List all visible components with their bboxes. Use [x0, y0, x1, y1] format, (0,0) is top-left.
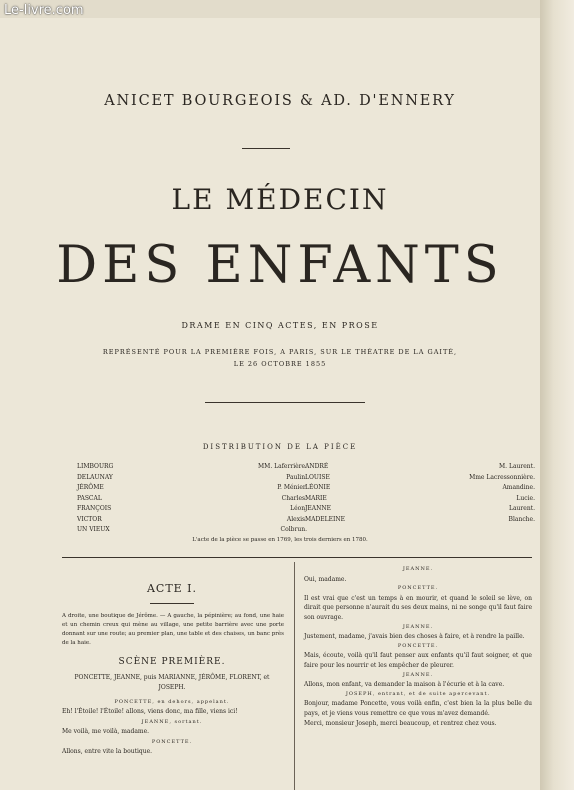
character-name: JÉRÔME	[77, 484, 104, 491]
direction: entrant, et de suite apercevant.	[377, 690, 491, 697]
dialog-line: Allons, entre vite la boutique.	[62, 748, 153, 755]
dialog-text: Mais, écoute, voilà qu'il faut penser aux enfants qu'il faut soigner, et que faire pour les nourrir et les empêcher de pleurer.	[304, 652, 532, 669]
speaker: JEANNE,	[141, 719, 172, 725]
premiere-line-2: LE 26 OCTOBRE 1855	[233, 360, 327, 368]
divider-act	[150, 603, 194, 604]
cast-row	[77, 473, 307, 484]
actor-name: M. Laurent.	[499, 463, 535, 470]
distribution-heading: DISTRIBUTION DE LA PIÈCE	[202, 443, 358, 451]
premiere-info	[20, 346, 540, 370]
top-band	[0, 0, 574, 18]
cast-row	[77, 494, 307, 505]
scene-heading: SCÈNE PREMIÈRE.	[118, 657, 226, 667]
speaker: JEANNE.	[402, 671, 434, 678]
speaker: JOSEPH,	[345, 690, 376, 697]
cast-row	[305, 515, 535, 526]
character-name: MADELEINE	[305, 515, 346, 523]
actor-name: Mme Lacressonnière.	[469, 473, 535, 481]
direction: sortant.	[174, 719, 203, 725]
right-column-dialog	[304, 565, 532, 728]
character-name: UN VIEUX	[77, 526, 110, 533]
cast-row	[305, 473, 535, 484]
dialog-line	[62, 697, 282, 707]
speaker: PONCETTE.	[397, 585, 439, 592]
direction: en dehors, appelant.	[157, 699, 230, 705]
cast-row	[77, 462, 307, 473]
genre: DRAME EN CINQ ACTES, EN PROSE	[181, 321, 379, 330]
column-separator	[294, 562, 295, 790]
divider-mid	[205, 402, 365, 403]
actor-name: Lucie.	[516, 494, 535, 502]
character-name: MARIE	[305, 494, 327, 502]
cast-left-column	[77, 462, 307, 536]
character-name: JEANNE	[305, 505, 331, 512]
speaker: JEANNE.	[402, 566, 434, 572]
speaker: PONCETTE,	[114, 699, 155, 705]
dialog-text: Bonjour, madame Poncette, vous voilà enfin, c'est bien la la plus belle du pays, et je viens vous remettre ce que vous m'avez demandé.	[304, 700, 532, 717]
dialog-line	[62, 717, 282, 727]
dialog-line: Eh! l'Étoile! l'Étoile! allons, viens donc, ma fille, viens ici!	[62, 708, 238, 715]
dialog-text: Oui, madame.	[304, 575, 347, 583]
cast-row	[305, 483, 535, 494]
dialog-text: Il est vrai que c'est un temps à en mourir, et quand le soleil se lève, on dirait que personne n'aurait du ses deux mains, ni ne songe qu'il faut faire son ouvrage.	[304, 594, 532, 621]
divider-full	[62, 557, 532, 558]
cast-right-column	[305, 462, 535, 525]
actor-name: Charles.	[281, 494, 307, 502]
dialog-line: Me voilà, me voilà, madame.	[62, 728, 150, 735]
actor-name: P. Ménier.	[277, 484, 307, 491]
cast-row	[77, 504, 307, 515]
character-name: LIMBOURG	[77, 463, 114, 470]
left-dialog	[62, 697, 282, 757]
act-heading: ACTE I.	[146, 582, 198, 595]
cast-note: L'acte de la pièce se passe en 1769, les trois derniers en 1780.	[192, 537, 368, 543]
actor-name: Alexis.	[286, 515, 307, 523]
speaker-direction	[304, 690, 532, 700]
dialog-text: Allons, mon enfant, va demander la maison à l'écurie et à la cave.	[304, 681, 505, 689]
cast-row	[77, 483, 307, 494]
cast-row	[305, 504, 535, 515]
authors: ANICET BOURGEOIS & AD. D'ENNERY	[104, 93, 456, 109]
title-line-2: DES ENFANTS	[56, 236, 504, 295]
watermark: Le-livre.com	[4, 3, 84, 18]
character-name: PASCAL	[77, 494, 102, 502]
divider-short	[242, 148, 290, 149]
actor-name: Paulin.	[286, 473, 307, 481]
scene-characters: PONCETTE, JEANNE, puis MARIANNE, JÉRÔME, FLORENT, et JOSEPH.	[74, 674, 270, 691]
character-name: LÉONIE	[305, 484, 331, 491]
speaker: JEANNE.	[402, 623, 434, 630]
cast-row	[77, 515, 307, 526]
actor-name: Léon.	[290, 505, 307, 512]
character-name: LOUISE	[305, 473, 330, 481]
character-name: ANDRÉ	[305, 463, 329, 470]
dialog-text: Merci, monsieur Joseph, merci beaucoup, et rentrez chez vous.	[304, 719, 497, 727]
actor-name: Laurent.	[508, 505, 535, 512]
premiere-line-1: REPRÉSENTÉ POUR LA PREMIÈRE FOIS, A PARIS, SUR LE THÉATRE DE LA GAITÉ,	[102, 348, 458, 356]
actor-name: MM. Laferrière.	[258, 463, 307, 470]
book-spine	[540, 0, 574, 790]
cast-row	[77, 525, 307, 536]
actor-name: Amandine.	[502, 484, 535, 491]
character-name: VICTOR	[77, 515, 102, 523]
stage-directions: A droite, une boutique de Jérôme. — A gauche, la pépinière; au fond, une haie et un chemin creux qui mène au village, une petite barrière avec une porte donnant sur une route; au premier plan, une table et des chaises, un banc près de la haie.	[62, 613, 284, 646]
dialog-text: Justement, madame, j'avais bien des choses à faire, et à rendre la paille.	[304, 633, 525, 641]
cast-row	[305, 462, 535, 473]
actor-name: Colbrun.	[280, 526, 307, 533]
character-name: DELAUNAY	[77, 473, 113, 481]
cast-row	[305, 494, 535, 505]
title-line-1: LE MÉDECIN	[171, 183, 389, 216]
speaker: PONCETTE.	[397, 642, 439, 649]
actor-name: Blanche.	[508, 515, 535, 523]
character-name: FRANÇOIS	[77, 505, 112, 512]
dialog-line: PONCETTE.	[151, 739, 193, 745]
